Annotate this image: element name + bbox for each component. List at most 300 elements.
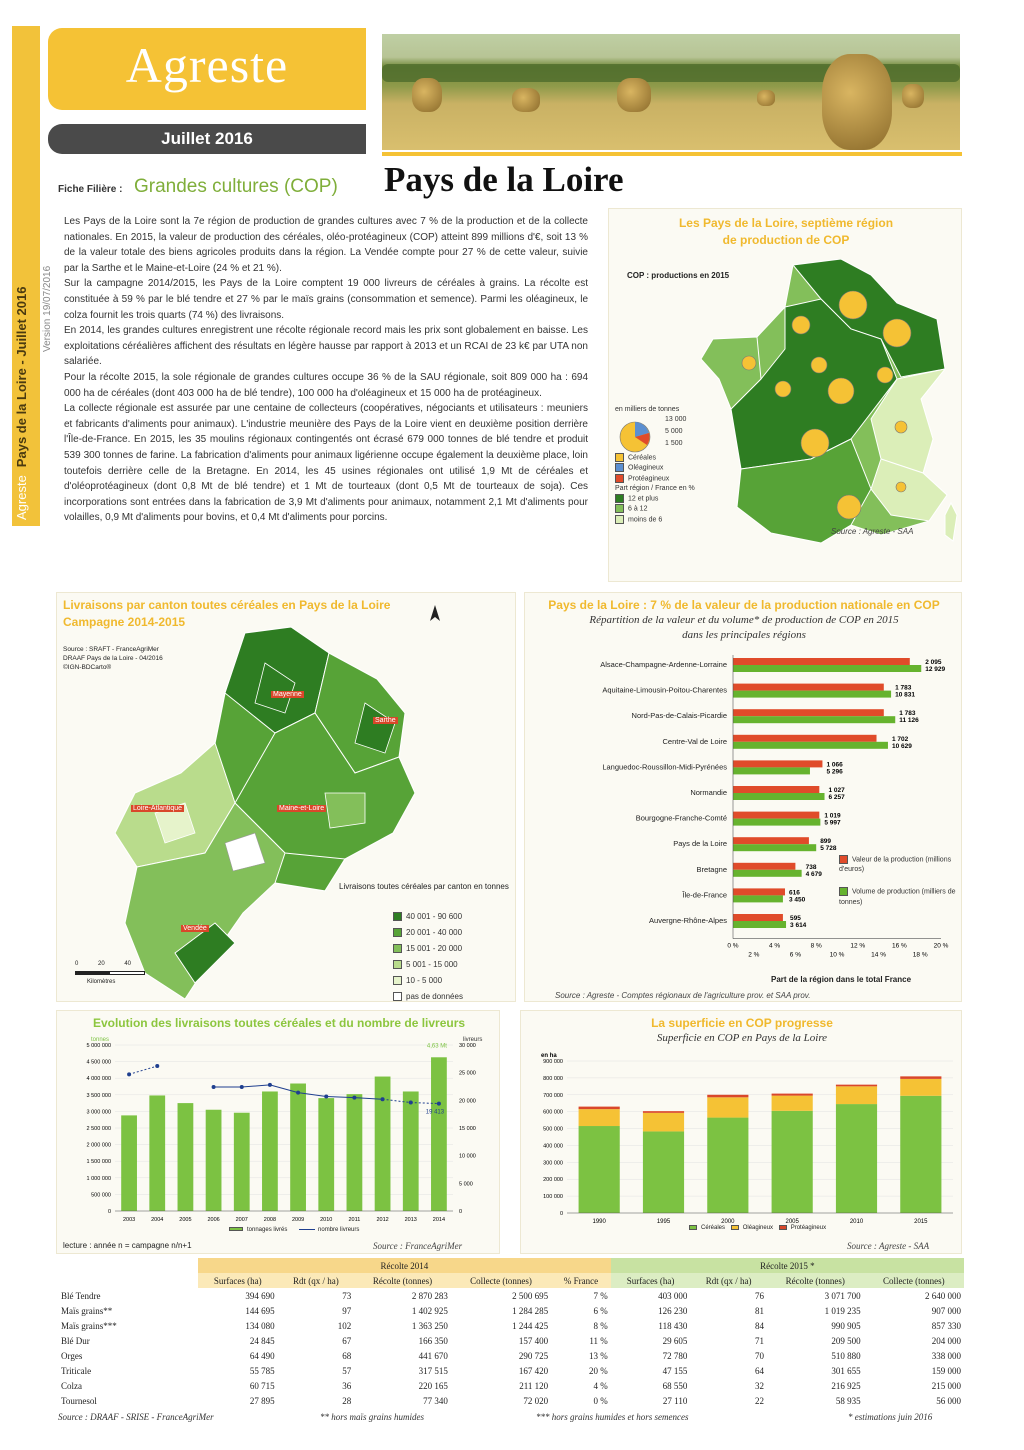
bar-chart-legend: [839, 855, 959, 908]
deliveries-bar: [149, 1095, 165, 1211]
table-cell: 204 000: [931, 1335, 961, 1346]
legend-label: Valeur de la production (millions d'euros): [839, 856, 952, 874]
volume-data-label: 10 629: [891, 742, 912, 750]
fiche-value: Grandes cultures (COP): [134, 176, 338, 197]
region-category-label: Normandie: [690, 788, 727, 797]
x-tick-label: 10 %: [829, 951, 845, 959]
map2-source-line: ©IGN-BDCarto®: [63, 664, 112, 671]
x-tick-label: 2000: [721, 1219, 735, 1225]
table-cell: 157 400: [518, 1335, 549, 1346]
table-row: [58, 1318, 964, 1333]
x-tick-label: 20 %: [933, 942, 949, 950]
legend-label: 40 001 - 90 600: [406, 912, 463, 921]
issue-date: Juillet 2016: [161, 129, 253, 148]
x-tick-label: 2015: [914, 1219, 928, 1225]
y-right-tick-label: 20 000: [459, 1098, 476, 1105]
delivery-count-point: [437, 1102, 441, 1106]
table-cell: 68: [342, 1350, 352, 1361]
table-row: [58, 1393, 964, 1408]
legend-swatch: [615, 463, 624, 472]
y-right-tick-label: 25 000: [459, 1070, 476, 1077]
deliveries-bar: [318, 1098, 334, 1211]
table-row: [58, 1288, 964, 1303]
table-cell: 990 905: [831, 1320, 861, 1331]
legend-swatch: [779, 1225, 787, 1230]
table-row: [58, 1303, 964, 1318]
table-cell: 167 420: [518, 1365, 549, 1376]
table-cell: 36: [342, 1380, 352, 1391]
value-bar: [733, 735, 877, 742]
dept-label-loire-atlantique: Loire-Atlantique: [133, 805, 183, 812]
legend-label: Volume de production (milliers de tonnes): [839, 888, 956, 906]
table-cell: 6 %: [593, 1305, 608, 1316]
table-cell: 8 %: [593, 1320, 608, 1331]
region-category-label: Nord-Pas-de-Calais-Picardie: [631, 711, 727, 721]
legend-label: 6 à 12: [628, 505, 648, 513]
side-label: [14, 20, 29, 520]
cop-stacked-segment: [579, 1126, 620, 1213]
legend-row: [393, 941, 463, 957]
deliveries-evolution-panel: [56, 1010, 500, 1254]
side-version: Version 19/07/2016: [42, 265, 53, 352]
table-cell: 77 340: [423, 1395, 448, 1406]
legend-size: 1 500: [665, 440, 683, 447]
cop-title: La superficie en COP progresse: [651, 1016, 833, 1030]
map1-subtitle: COP : productions en 2015: [627, 271, 730, 280]
y-right-tick-label: 0: [459, 1209, 463, 1215]
table-cell: 118 430: [658, 1320, 688, 1331]
x-tick-label: 6 %: [789, 951, 802, 959]
group-2014-header: Récolte 2014: [198, 1258, 611, 1273]
dept-label-sarthe: Sarthe: [375, 717, 396, 724]
table-row: [58, 1378, 964, 1393]
map2-source-line: Source : SRAFT - FranceAgriMer: [63, 646, 159, 653]
legend-label: moins de 6: [628, 516, 663, 524]
legend-swatch: [393, 928, 402, 937]
legend-label: 10 - 5 000: [406, 976, 443, 985]
value-data-label: 595: [790, 915, 801, 922]
legend-swatch: [615, 515, 624, 524]
table-cell: 2 500 695: [512, 1290, 549, 1301]
cop-stacked-segment: [643, 1131, 684, 1213]
table-cell: 57: [342, 1365, 352, 1376]
map2-legend: [393, 909, 463, 1005]
table-cell: 159 000: [931, 1365, 961, 1376]
map2-legend-title: Livraisons toutes céréales par canton en tonnes: [339, 882, 509, 891]
volume-data-label: 12 929: [925, 666, 946, 673]
value-data-label: 1 783: [895, 684, 912, 692]
y-left-tick-label: 1 500 000: [86, 1159, 111, 1166]
legend-row: [393, 957, 463, 973]
region-category-label: Pays de la Loire: [673, 839, 727, 849]
x-tick-label: 1995: [656, 1219, 671, 1225]
x-tick-label: 2004: [151, 1217, 164, 1223]
table-cell: 24 845: [249, 1335, 275, 1346]
x-tick-label: 2003: [122, 1217, 136, 1223]
cop-source: Source : Agreste - SAA: [847, 1241, 930, 1251]
x-tick-label: 2012: [376, 1217, 389, 1223]
footnote: *** hors grains humides et hors semences: [536, 1412, 689, 1422]
table-cell: 76: [754, 1290, 764, 1301]
delivery-count-line: [129, 1066, 157, 1074]
region-category-label: Île-de-France: [682, 890, 727, 900]
pie-chart-marker: [742, 356, 756, 370]
volume-data-label: 5 296: [826, 768, 843, 776]
volume-data-label: 6 257: [828, 794, 845, 801]
table-cell: 84: [754, 1320, 764, 1331]
cop-stacked-segment: [836, 1085, 877, 1087]
y-tick-label: 200 000: [543, 1177, 563, 1184]
table-body: [58, 1288, 964, 1408]
bar-chart-title: Pays de la Loire : 7 % de la valeur de la production nationale en COP: [548, 598, 940, 612]
bale: [822, 54, 892, 150]
value-bar: [733, 914, 783, 921]
region-category-label: Bourgogne-Franche-Comté: [635, 813, 727, 823]
table-row: [58, 1348, 964, 1363]
map2-source-line: DRAAF Pays de la Loire - 04/2016: [63, 655, 163, 662]
region-category-label: Bretagne: [696, 864, 727, 874]
x-tick-label: 2008: [263, 1217, 277, 1223]
table-cell: 55 785: [249, 1365, 275, 1376]
cop-stacked-segment: [643, 1111, 684, 1113]
intro-paragraph: Les Pays de la Loire sont la 7e région de production de grandes cultures avec 7 % de la production et de la collecte nationales. En 2015, la valeur de production des céréales, oléo-protéagineux (COP) atteint 899 millions d'€, soit 13 % de la valeur totale des biens agricoles produits dans la région. La Vendée compte pour 27 % de cette valeur, suivie par la Sarthe et le Maine-et-Loire (24 % et 21 %).: [64, 216, 588, 274]
value-bar: [733, 786, 819, 793]
cop-stacked-segment: [836, 1086, 877, 1104]
value-data-label: 1 066: [826, 761, 843, 769]
x-tick-label: 2 %: [748, 951, 760, 959]
table-cell: 56 000: [936, 1395, 961, 1406]
table-cell: 1 019 235: [824, 1305, 861, 1316]
deliveries-bar: [347, 1094, 363, 1211]
table-cell: 64 490: [249, 1350, 275, 1361]
table-cell: 510 880: [831, 1350, 861, 1361]
x-tick-label: 0 %: [727, 942, 739, 950]
legend-swatch: [393, 992, 402, 1001]
harvest-stats-table: [58, 1258, 964, 1408]
crop-name-cell: Triticale: [61, 1365, 92, 1376]
x-tick-label: 2009: [291, 1217, 305, 1223]
legend-swatch: [393, 944, 402, 953]
table-cell: 60 715: [249, 1380, 275, 1391]
table-cell: 3 071 700: [824, 1290, 861, 1301]
y-tick-label: 700 000: [543, 1092, 563, 1099]
region-category-label: Aquitaine-Limousin-Poitou-Charentes: [602, 685, 727, 695]
cop-stacked-segment: [707, 1097, 748, 1117]
legend-swatch: [839, 887, 848, 896]
region-category-label: Languedoc-Roussillon-Midi-Pyrénées: [602, 762, 727, 772]
legend-swatch: [393, 976, 402, 985]
cop-stacked-segment: [643, 1113, 684, 1132]
cop-stacked-segment: [836, 1104, 877, 1213]
y-left-tick-label: 4 500 000: [86, 1059, 111, 1066]
legend-size: 13 000: [665, 416, 687, 423]
table-cell: 301 655: [831, 1365, 861, 1376]
volume-bar: [733, 844, 816, 851]
pie-chart-marker: [896, 482, 906, 492]
table-row: [58, 1363, 964, 1378]
x-tick-label: 2011: [348, 1217, 361, 1223]
crop-name-cell: Blé Dur: [61, 1335, 90, 1346]
table-cell: 2 870 283: [411, 1290, 448, 1301]
deliveries-bar: [121, 1115, 137, 1211]
column-header: Collecte (tonnes): [451, 1273, 551, 1288]
table-cell: 102: [337, 1320, 352, 1331]
legend-swatch: [839, 855, 848, 864]
column-header: Rdt (qx / ha): [690, 1273, 767, 1288]
side-agreste: Agreste: [14, 475, 29, 520]
volume-bar: [733, 716, 895, 723]
side-title: Pays de la Loire - Juillet 2016: [14, 286, 29, 468]
volume-data-label: 3 614: [790, 922, 807, 929]
legend-label: Protéagineux: [790, 1225, 827, 1232]
deliveries-combo-chart: [57, 1033, 501, 1233]
cop-subtitle: Superficie en COP en Pays de la Loire: [656, 1032, 828, 1044]
cop-stacked-segment: [900, 1076, 941, 1079]
legend-row: [393, 989, 463, 1005]
table-cell: 27 110: [662, 1395, 688, 1406]
table-cell: 47 155: [662, 1365, 688, 1376]
table-cell: 215 000: [931, 1380, 961, 1391]
table-cell: 211 120: [519, 1380, 549, 1391]
crop-name-cell: Orges: [61, 1350, 83, 1361]
cop-stacked-segment: [579, 1107, 620, 1110]
volume-data-label: 5 728: [820, 845, 837, 853]
volume-data-label: 11 126: [899, 717, 919, 725]
table-column-header: [58, 1273, 964, 1288]
table-cell: 441 670: [418, 1350, 448, 1361]
crop-name-cell: Maïs grains**: [61, 1305, 113, 1316]
value-bar: [733, 709, 884, 716]
x-tick-label: 2005: [179, 1217, 192, 1223]
cop-stacked-segment: [772, 1094, 813, 1096]
region-category-label: Auvergne-Rhône-Alpes: [649, 916, 727, 925]
canton-map-panel: [56, 592, 516, 1002]
table-cell: 20 %: [589, 1365, 608, 1376]
table-cell: 67: [342, 1335, 352, 1346]
legend-size: 5 000: [665, 428, 683, 435]
deliveries-bar: [206, 1110, 222, 1211]
volume-data-label: 4 679: [805, 870, 822, 878]
pie-chart-marker: [883, 319, 911, 347]
region-category-label: Alsace-Champagne-Ardenne-Lorraine: [600, 660, 727, 669]
dept-label-mayenne: Mayenne: [273, 691, 302, 698]
evo-legend: [229, 1227, 359, 1233]
map1-title-line: de production de COP: [722, 233, 850, 247]
value-data-label: 899: [820, 838, 832, 846]
legend-row: [839, 887, 959, 907]
y-left-tick-label: 2 500 000: [86, 1126, 111, 1132]
table-cell: 394 690: [245, 1290, 275, 1301]
volume-data-label: 5 997: [824, 819, 841, 827]
bale: [412, 78, 442, 112]
table-cell: 220 165: [418, 1380, 448, 1391]
x-tick-label: 4 %: [768, 942, 781, 950]
table-cell: 403 000: [658, 1290, 688, 1301]
legend-share-row: [615, 504, 699, 514]
region-bar-chart-panel: [524, 592, 962, 1002]
y-tick-label: 300 000: [543, 1160, 563, 1167]
deliveries-bar: [431, 1057, 447, 1211]
volume-data-label: 10 831: [895, 691, 915, 699]
pie-chart-marker: [828, 378, 854, 404]
table-cell: 27 895: [249, 1395, 275, 1406]
cop-stacked-segment: [900, 1079, 941, 1096]
pie-chart-marker: [775, 381, 791, 397]
crop-name-cell: Tournesol: [61, 1395, 97, 1406]
bale: [757, 90, 775, 106]
legend-type-row: [615, 453, 699, 463]
table-cell: 68 550: [662, 1380, 688, 1391]
scale-ticks: 0 20 40: [75, 961, 132, 967]
x-tick-label: 2013: [404, 1217, 417, 1223]
volume-bar: [733, 665, 921, 672]
fiche-label: Fiche Filière :: [58, 184, 123, 195]
cop-stacked-segment: [900, 1096, 941, 1213]
value-bar: [733, 658, 910, 665]
table-cell: 338 000: [931, 1350, 961, 1361]
x-tick-label: 12 %: [850, 942, 866, 950]
legend-label: 20 001 - 40 000: [406, 928, 463, 937]
value-data-label: 1 027: [828, 787, 845, 794]
table-row: [58, 1333, 964, 1348]
column-header: Récolte (tonnes): [767, 1273, 864, 1288]
x-tick-label: 14 %: [871, 951, 887, 959]
x-tick-label: 2014: [432, 1217, 446, 1223]
legend-swatch: [615, 453, 624, 462]
x-tick-label: 2006: [207, 1217, 220, 1223]
bale: [617, 78, 651, 112]
scale-unit: Kilomètres: [87, 979, 116, 985]
y-right-unit: livreurs: [463, 1037, 483, 1043]
column-header: Récolte (tonnes): [354, 1273, 451, 1288]
map1-size-legend: [615, 405, 699, 525]
table-cell: 72 780: [662, 1350, 688, 1361]
intro-paragraph: En 2014, les grandes cultures enregistrent une récolte régionale record mais les prix sont globalement en baisse. Les exploitations céréalières affichent des résultats en légère hausse par rapport à 2013 et un RCAI de 23 k€ par UTA non salariée.: [64, 325, 588, 368]
deliveries-bar: [375, 1077, 391, 1211]
legend-swatch: [615, 474, 624, 483]
y-tick-label: 400 000: [543, 1143, 563, 1150]
legend-label: Céréales: [628, 454, 657, 462]
table-cell: 71: [754, 1335, 764, 1346]
legend-swatch: [393, 912, 402, 921]
legend-pie-icon: [617, 419, 653, 453]
intro-paragraph: Pour la récolte 2015, la sole régionale de grandes cultures occupe 36 % de la SAU régionale, soit 809 000 ha : 694 000 ha de céréales (dont 403 000 ha de blé tendre), 100 000 ha d'oléagineux et 15 000 ha de protéagineux.: [64, 371, 588, 399]
legend-label: pas de données: [406, 992, 463, 1001]
map1-source: Source : Agreste - SAA: [831, 527, 914, 536]
table-cell: 22: [754, 1395, 764, 1406]
bale: [902, 84, 924, 108]
horizontal-bar-chart: [525, 645, 963, 975]
bar-chart-xlabel: Part de la région dans le total France: [771, 975, 912, 984]
table-cell: 7 %: [593, 1290, 608, 1301]
evo-title: Evolution des livraisons toutes céréales et du nombre de livreurs: [92, 1016, 466, 1030]
table-cell: 216 925: [831, 1380, 861, 1391]
intro-paragraph: Sur la campagne 2014/2015, les Pays de la Loire comptent 19 000 livreurs de céréales à grains. La récolte est constituée à 59 % par le blé tendre et 27 % par le maïs grains (consommation et semence). Parmi les oléagineux, le colza fournit les trois quarts (74 %) des livraisons.: [64, 278, 588, 321]
deliveries-bar: [403, 1091, 419, 1211]
legend-swatch: [393, 960, 402, 969]
volume-bar: [733, 742, 888, 749]
cop-stacked-segment: [707, 1095, 748, 1098]
pie-chart-marker: [801, 429, 829, 457]
table-cell: 81: [754, 1305, 764, 1316]
delivery-count-point: [155, 1064, 159, 1068]
column-header: Rdt (qx / ha): [278, 1273, 355, 1288]
bale: [512, 88, 540, 112]
legend-share-row: [615, 515, 699, 525]
crop-name-cell: Maïs grains***: [61, 1320, 117, 1331]
legend-size-title: en milliers de tonnes: [615, 406, 680, 413]
cop-legend: [689, 1225, 826, 1231]
x-tick-label: 2010: [849, 1219, 864, 1225]
legend-label: 15 001 - 20 000: [406, 944, 463, 953]
value-data-label: 738: [805, 863, 817, 871]
value-bar: [733, 863, 795, 870]
table-cell: 4 %: [593, 1380, 608, 1391]
france-cop-map-panel: [608, 208, 962, 582]
value-bar: [733, 888, 785, 895]
north-arrow-icon: [427, 603, 443, 623]
intro-paragraph: La collecte régionale est assurée par une centaine de collecteurs (coopératives, négociants et utilisateurs : meuniers et fabricants d'aliments pour animaux). L'industrie meunière des Pays de la Loire vient en deuxième position derrière l'Île-de-France. En 2015, les 35 moulins régionaux contingentés ont écrasé 679 000 tonnes de blé tendre et produit 539 300 tonnes de farine. La fabrication d'aliments pour animaux ligérienne occupe également la deuxième place, loin toutefois derrière celle de la Bretagne. En 2014, les 45 usines régionales ont utilisé 1,9 Mt de céréales et d'oléoprotéagineux (dont 0,8 Mt de blé tendre) et 1 Mt de tourteaux (dont 0,5 Mt de tourteaux de soja). Ces incorporations sont entrées dans la fabrication de 3,9 Mt d'aliments pour animaux, notamment 2,1 Mt d'aliments pour volailles, 0,9 Mt d'aliments pour bovins, et 0,4 Mt d'aliments pour porcins.: [64, 403, 588, 524]
legend-row: [839, 855, 959, 875]
legend-share-title: Part région / France en %: [615, 485, 695, 493]
pie-chart-marker: [837, 495, 861, 519]
legend-share-row: [615, 494, 699, 504]
evo-source: Source : FranceAgriMer: [373, 1241, 463, 1251]
x-tick-label: 18 %: [912, 951, 928, 959]
y-right-tick-label: 30 000: [459, 1043, 476, 1049]
deliveries-bar: [262, 1091, 278, 1211]
y-tick-label: 500 000: [543, 1126, 563, 1133]
y-left-tick-label: 500 000: [91, 1192, 111, 1199]
dept-label-vendee: Vendée: [183, 925, 207, 932]
y-tick-label: 100 000: [543, 1194, 563, 1201]
cop-stacked-bar-chart: [521, 1047, 963, 1225]
value-bar: [733, 684, 884, 691]
legend-row: [393, 925, 463, 941]
dept-label-maine-et-loire: Maine-et-Loire: [279, 805, 325, 812]
y-tick-label: 0: [559, 1211, 563, 1217]
deliveries-bar: [178, 1103, 194, 1211]
volume-bar: [733, 870, 802, 877]
legend-label: nombre livreurs: [318, 1227, 360, 1233]
deliveries-bar: [290, 1084, 306, 1211]
volume-bar: [733, 921, 786, 928]
value-bar: [733, 837, 809, 844]
y-left-tick-label: 1 000 000: [86, 1175, 111, 1182]
table-cell: 166 350: [418, 1335, 448, 1346]
evo-note: lecture : année n = campagne n/n+1: [63, 1241, 192, 1250]
table-cell: 317 515: [418, 1365, 448, 1376]
x-tick-label: 1990: [592, 1219, 606, 1225]
legend-swatch: [689, 1225, 697, 1230]
table-cell: 73: [342, 1290, 352, 1301]
footnote: ** hors maïs grains humides: [320, 1412, 425, 1422]
pie-chart-marker: [895, 421, 907, 433]
footnote: * estimations juin 2016: [848, 1412, 933, 1422]
value-data-label: 616: [789, 889, 800, 897]
logo-text: Agreste: [125, 37, 289, 93]
volume-data-label: 3 450: [789, 896, 806, 904]
cop-stacked-segment: [772, 1111, 813, 1213]
bar-chart-subtitle: [525, 613, 963, 643]
x-tick-label: 2005: [785, 1219, 799, 1225]
cop-surface-panel: [520, 1010, 962, 1254]
table-cell: 11 %: [589, 1335, 608, 1346]
table-cell: 126 230: [658, 1305, 688, 1316]
legend-swatch: [731, 1225, 739, 1230]
legend-swatch: [615, 494, 624, 503]
table-cell: 2 640 000: [925, 1290, 961, 1301]
